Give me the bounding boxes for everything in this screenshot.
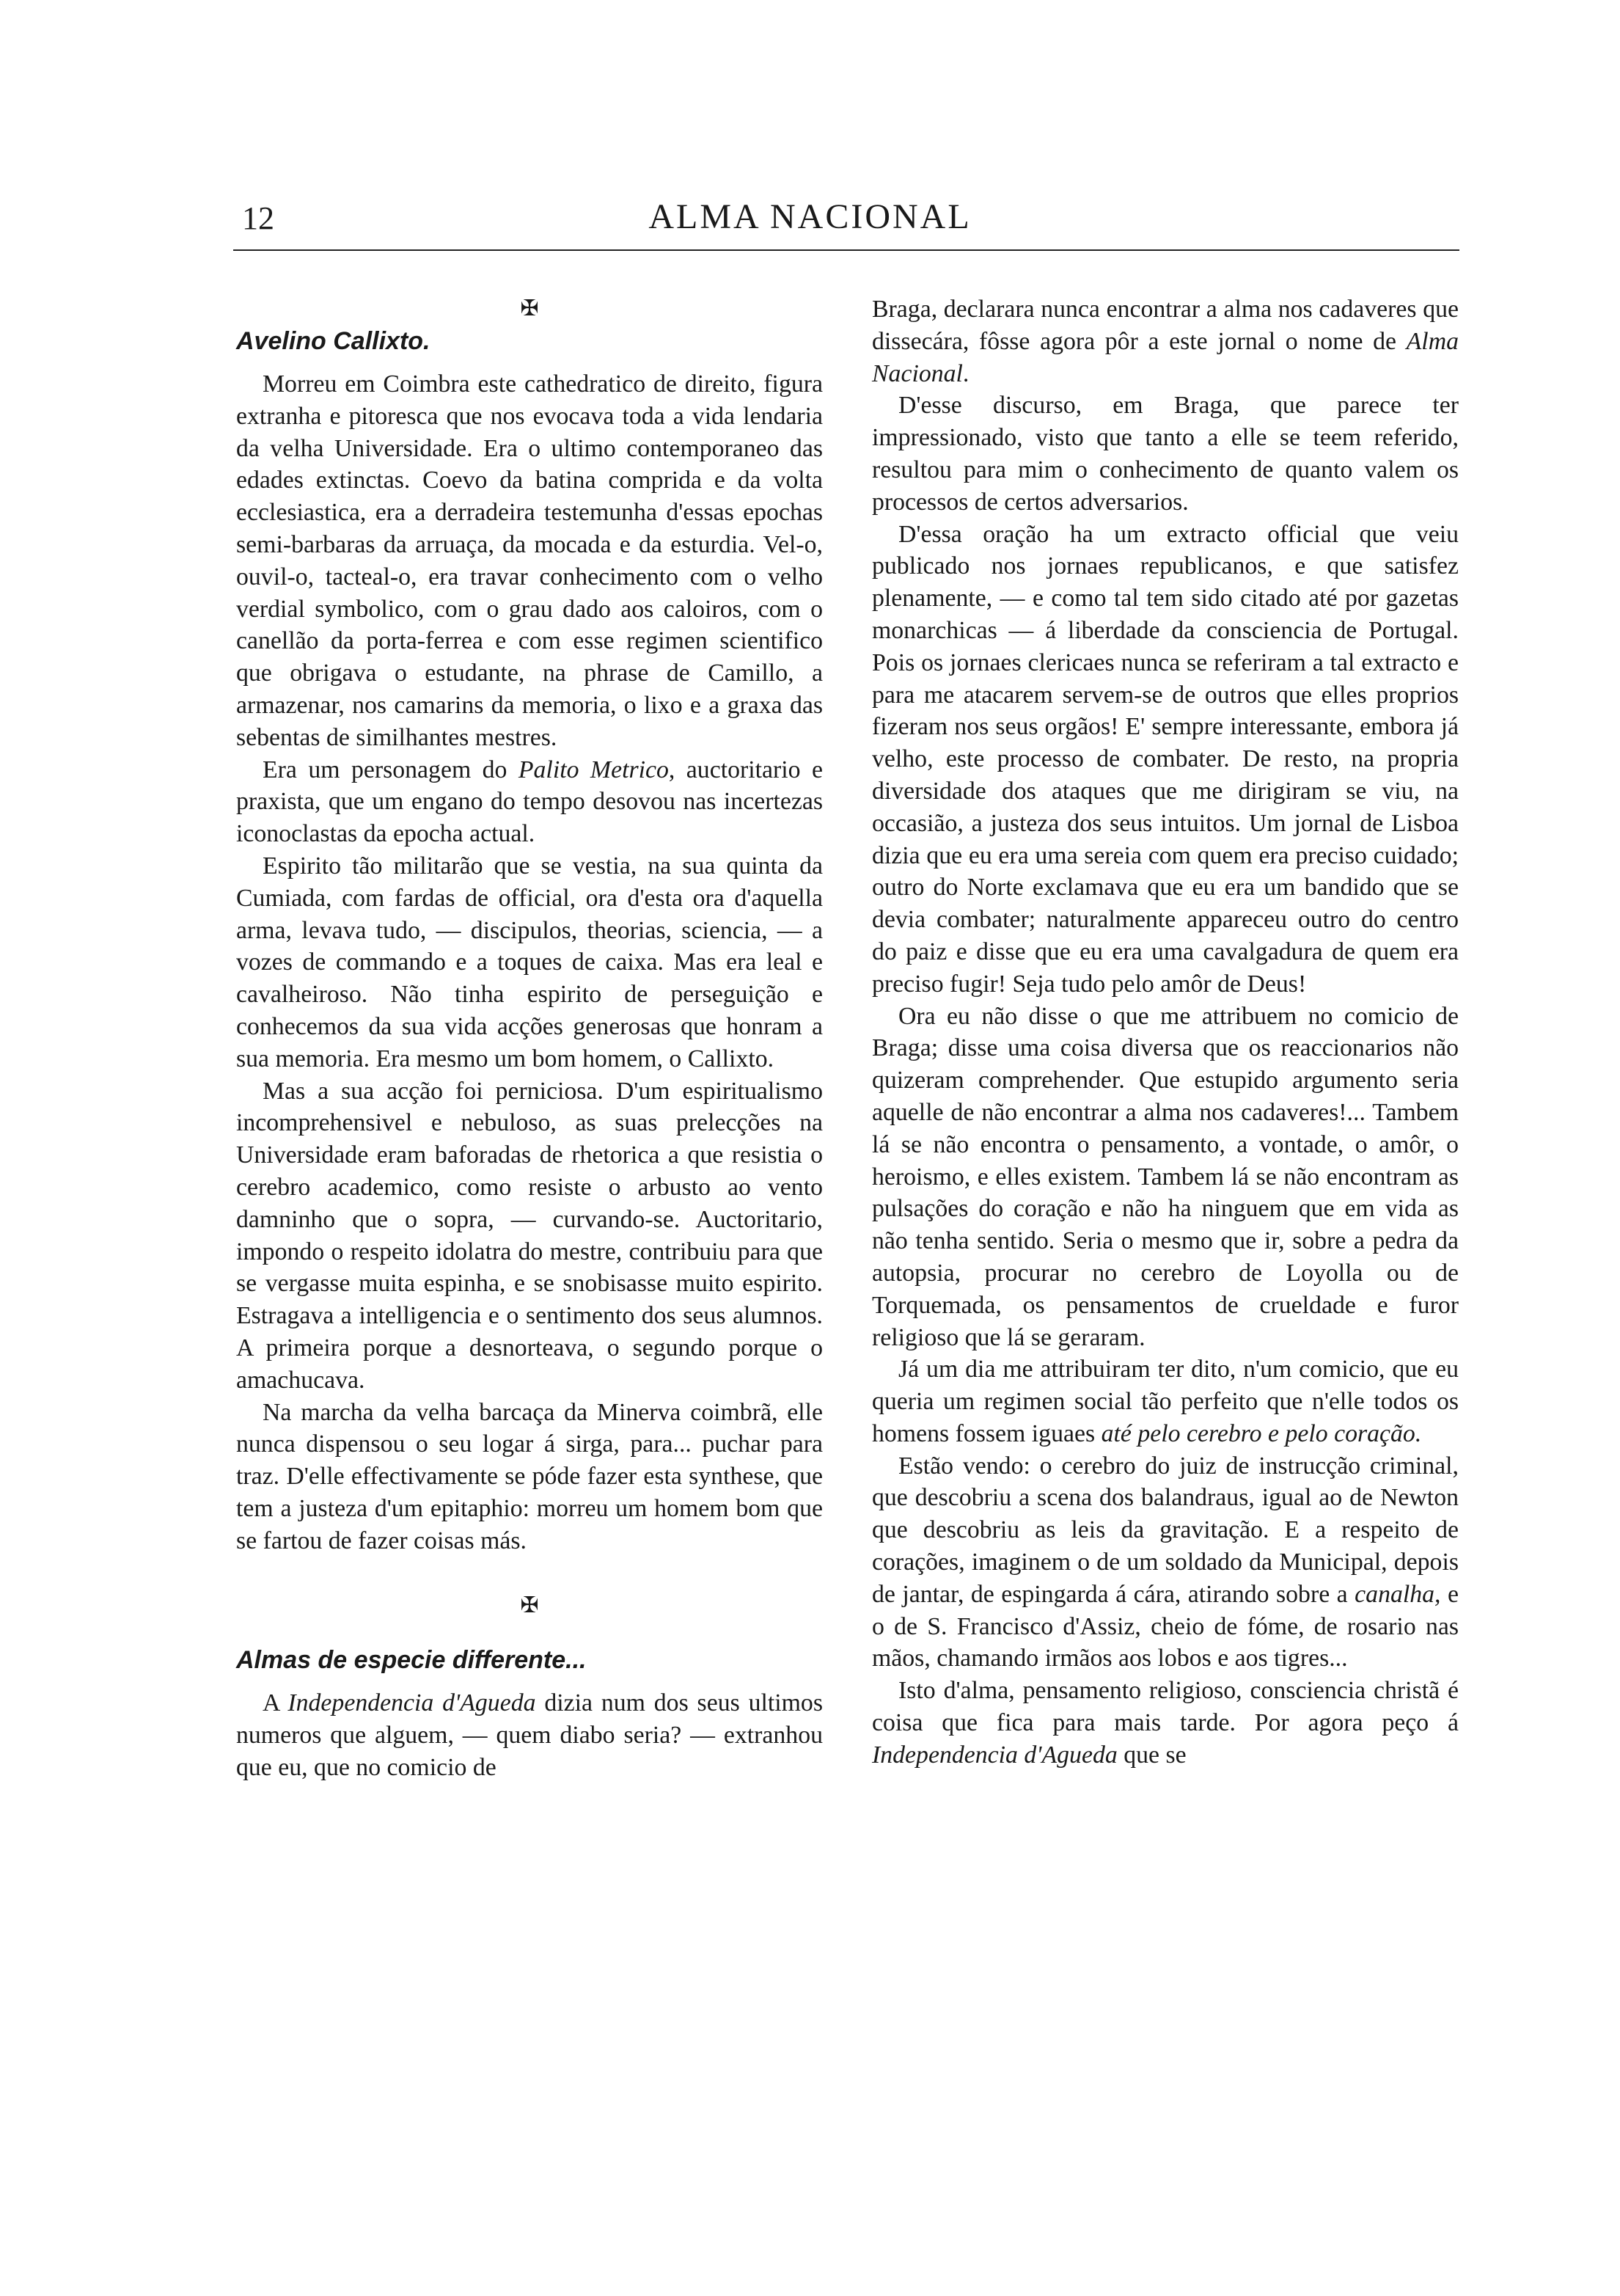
paragraph: Estão vendo: o cerebro do juiz de instrucção criminal, que descobriu a scena dos balandraus, igual ao de Newton que descobriu as leis da gravitação. E a respeito de corações, imaginem o de um soldado da Municipal, depois de jantar, de espingarda á cára, atirando sobre a canalha, e o de S. Francisco d'Assiz, cheio de fóme, de rosario nas mãos, chamando irmãos aos lobos e aos tigres... <box>872 1452 1459 1672</box>
section-title-avelino: Avelino Callixto. <box>236 327 430 355</box>
right-column <box>872 293 1459 1772</box>
paragraph: Já um dia me attribuiram ter dito, n'um comicio, que eu queria um regimen social tão perfeito que n'elle todos os homens fossem iguaes até pelo cerebro e pelo coração. <box>872 1356 1459 1447</box>
paragraph: Era um personagem do Palito Metrico, auctoritario e praxista, que um engano do tempo desovou nas incertezas iconoclastas da epocha actual. <box>236 756 823 848</box>
section-title-almas: Almas de especie differente... <box>236 1646 587 1675</box>
paragraph: Na marcha da velha barcaça da Minerva coimbrã, elle nunca dispensou o seu logar á sirga, para... puchar para traz. D'elle effectivamente se póde fazer esta synthese, que tem a justeza d'um epitaphio: morreu um homem bom que se fartou de fazer coisas más. <box>236 1398 823 1554</box>
fleuron-ornament-icon: ✠ <box>520 296 539 321</box>
paragraph: Morreu em Coimbra este cathedratico de direito, figura extranha e pitoresca que nos evocava toda a vida lendaria da velha Universidade. Era o ultimo contemporaneo das edades extinctas. Coevo da batina comprida e da volta ecclesiastica, era a derradeira testemunha d'essas epochas semi-barbaras da arruaça, da mocada e da esturdia. Vel-o, ouvil-o, tacteal-o, era travar conhecimento com o velho verdial symbolico, com o grau dado aos caloiros, com o canellão da porta-ferrea e com esse regimen scientifico que obrigava o estudante, na phrase de Camillo, a armazenar, nos camarins da memoria, o lixo e a graxa das sebentas de similhantes mestres. <box>236 370 823 751</box>
running-title: ALMA NACIONAL <box>648 197 972 236</box>
paragraph: Espirito tão militarão que se vestia, na sua quinta da Cumiada, com fardas de official, ora d'esta ora d'aquella arma, levava tudo, — discipulos, theorias, sciencia, — a vozes de commando e a toques de caixa. Mas era leal e cavalheiroso. Não tinha espirito de perseguição e conhecemos da sua vida acções generosas que honram a sua memoria. Era mesmo um bom homem, o Callixto. <box>236 852 823 1072</box>
fleuron-ornament-icon: ✠ <box>520 1593 539 1619</box>
paragraph: Braga, declarara nunca encontrar a alma nos cadaveres que dissecára, fôsse agora pôr a este jornal o nome de Alma Nacional. <box>872 296 1459 387</box>
paragraph: A Independencia d'Agueda dizia num dos seus ultimos numeros que alguem, — quem diabo seria? — extranhou que eu, que no comicio de <box>236 1689 823 1782</box>
header-rule <box>233 249 1459 251</box>
paragraph: Ora eu não disse o que me attribuem no comicio de Braga; disse uma coisa diversa que os reaccionarios não quizeram comprehender. Que estupido argumento seria aquelle de não encontrar a alma nos cadaveres!... Tambem lá se não encontra o pensamento, a vontade, o amôr, o heroismo, e elles existem. Tambem lá se não encontram as pulsações do coração e não ha ninguem que em vida as não tenha sentido. Seria o mesmo que ir, sobre a pedra da autopsia, procurar no cerebro de Loyolla ou de Torquemada, os pensamentos de crueldade e furor religioso que lá se geraram. <box>872 1002 1459 1351</box>
paragraph: D'esse discurso, em Braga, que parece ter impressionado, visto que tanto a elle se teem referido, resultou para mim o conhecimento de quanto valem os processos de certos adversarios. <box>872 392 1459 516</box>
left-column <box>236 293 823 1784</box>
paragraph: Mas a sua acção foi perniciosa. D'um espiritualismo incomprehensivel e nebuloso, as suas prelecções na Universidade eram baforadas de rhetorica a que resistia o cerebro academico, como resiste o arbusto ao vento damninho que o sopra, — curvando-se. Auctoritario, impondo o respeito idolatra do mestre, contribuiu para que se vergasse muita espinha, e se snobisasse muito espirito. Estragava a intelligencia e o sentimento dos seus alumnos. A primeira porque a desnorteava, o segundo porque o amachucava. <box>236 1077 823 1394</box>
paragraph: D'essa oração ha um extracto official que veiu publicado nos jornaes republicanos, e que satisfez plenamente, — e como tal tem sido citado até por gazetas monarchicas — á liberdade da consciencia de Portugal. Pois os jornaes clericaes nunca se referiram a tal extracto e para me atacarem servem-se de outros que elles proprios fizeram nos seus orgãos! E' sempre interessante, embora já velho, este processo de combater. De resto, na propria diversidade dos ataques que me dirigiram se viu, na occasião, a justeza dos seus intuitos. Um jornal de Lisboa dizia que eu era uma sereia com quem era preciso cuidado; outro do Norte exclamava que eu era um bandido que se devia combater; naturalmente appareceu outro do centro do paiz e disse que eu era uma cavalgadura de quem era preciso fugir! Seja tudo pelo amôr de Deus! <box>872 520 1459 998</box>
page-number: 12 <box>242 200 274 236</box>
paragraph: Isto d'alma, pensamento religioso, consciencia christã é coisa que fica para mais tarde. Por agora peço á Independencia d'Agueda que se <box>872 1677 1459 1769</box>
